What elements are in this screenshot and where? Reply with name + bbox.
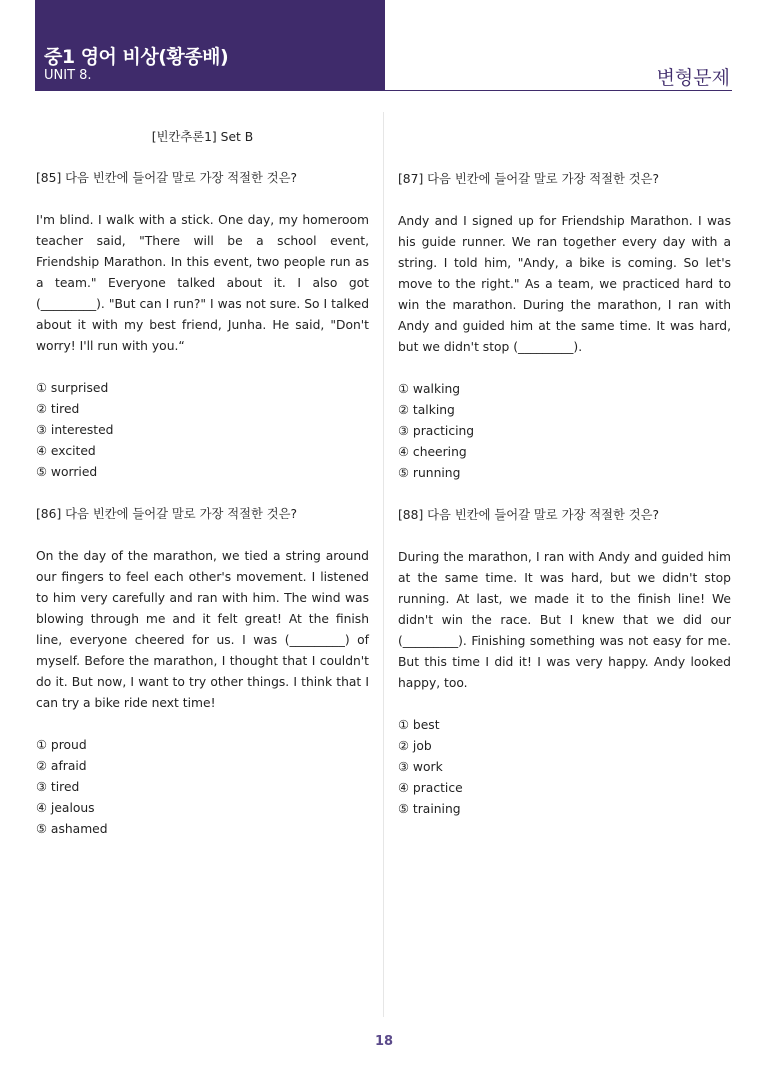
page-number: 18 (374, 1034, 394, 1049)
choice-item: ① walking (398, 382, 461, 396)
header-title: 중1 영어 비상(황종배) (44, 46, 229, 68)
header-unit: UNIT 8. (44, 68, 92, 83)
choice-item: ④ practice (398, 781, 463, 795)
choice-item: ④ excited (36, 444, 96, 458)
choice-list (36, 735, 369, 840)
question-passage: I'm blind. I walk with a stick. One day, my homeroom teacher said, "There will be a school event, Friendship Marathon. In this event, two people run as a team." Everyone talked about it. I also got (_________). "But can I run?" I was not sure. So I talked about it with my best friend, Junha. He said, "Don't worry! I'll run with you.“ (36, 213, 369, 353)
choice-item: ④ cheering (398, 445, 467, 459)
choice-item: ② job (398, 739, 432, 753)
choice-item: ① proud (36, 738, 87, 752)
question-heading: [87] 다음 빈칸에 들어갈 말로 가장 적절한 것은? (398, 172, 660, 186)
question-88 (398, 505, 731, 820)
choice-item: ② tired (36, 402, 80, 416)
question-passage: Andy and I signed up for Friendship Marathon. I was his guide runner. We ran together every day with a string. I told him, "Andy, a bike is coming. So let's move to the right." As a team, we practiced hard to win the marathon. During the marathon, I ran with Andy and guided him at the same time. It was hard, but we didn't stop (_________). (398, 214, 731, 354)
choice-list (36, 378, 369, 483)
header-underline (385, 90, 732, 91)
question-85 (36, 168, 369, 483)
right-column (398, 169, 731, 841)
left-column (36, 127, 369, 861)
choice-item: ② talking (398, 403, 455, 417)
question-87 (398, 169, 731, 484)
column-divider (383, 112, 384, 1017)
choice-item: ② afraid (36, 759, 87, 773)
choice-item: ③ interested (36, 423, 114, 437)
choice-item: ⑤ worried (36, 465, 98, 479)
question-heading: [85] 다음 빈칸에 들어갈 말로 가장 적절한 것은? (36, 171, 298, 185)
choice-list (398, 379, 731, 484)
question-passage: During the marathon, I ran with Andy and guided him at the same time. It was hard, but we didn't stop running. At last, we made it to the finish line! We didn't win the race. But I knew that we did our (_________). Finishing something was not easy for me. But this time I did it! I was very happy. Andy looked happy, too. (398, 550, 731, 690)
choice-item: ① surprised (36, 381, 109, 395)
choice-item: ④ jealous (36, 801, 95, 815)
choice-item: ⑤ ashamed (36, 822, 108, 836)
question-passage: On the day of the marathon, we tied a string around our fingers to feel each other's movement. I listened to him very carefully and ran with him. The wind was blowing through me and it felt great! At the finish line, everyone cheered for us. I was (_________) of myself. Before the marathon, I thought that I couldn't do it. But now, I want to try other things. I think that I can try a bike ride next time! (36, 549, 369, 710)
choice-item: ③ practicing (398, 424, 475, 438)
set-title: [빈칸추론1] Set B (151, 130, 254, 144)
header-section-label: 변형문제 (656, 67, 730, 89)
choice-item: ③ tired (36, 780, 80, 794)
question-heading: [86] 다음 빈칸에 들어갈 말로 가장 적절한 것은? (36, 507, 298, 521)
question-86 (36, 504, 369, 840)
question-heading: [88] 다음 빈칸에 들어갈 말로 가장 적절한 것은? (398, 508, 660, 522)
choice-list (398, 715, 731, 820)
choice-item: ⑤ running (398, 466, 461, 480)
choice-item: ⑤ training (398, 802, 461, 816)
choice-item: ① best (398, 718, 440, 732)
choice-item: ③ work (398, 760, 443, 774)
